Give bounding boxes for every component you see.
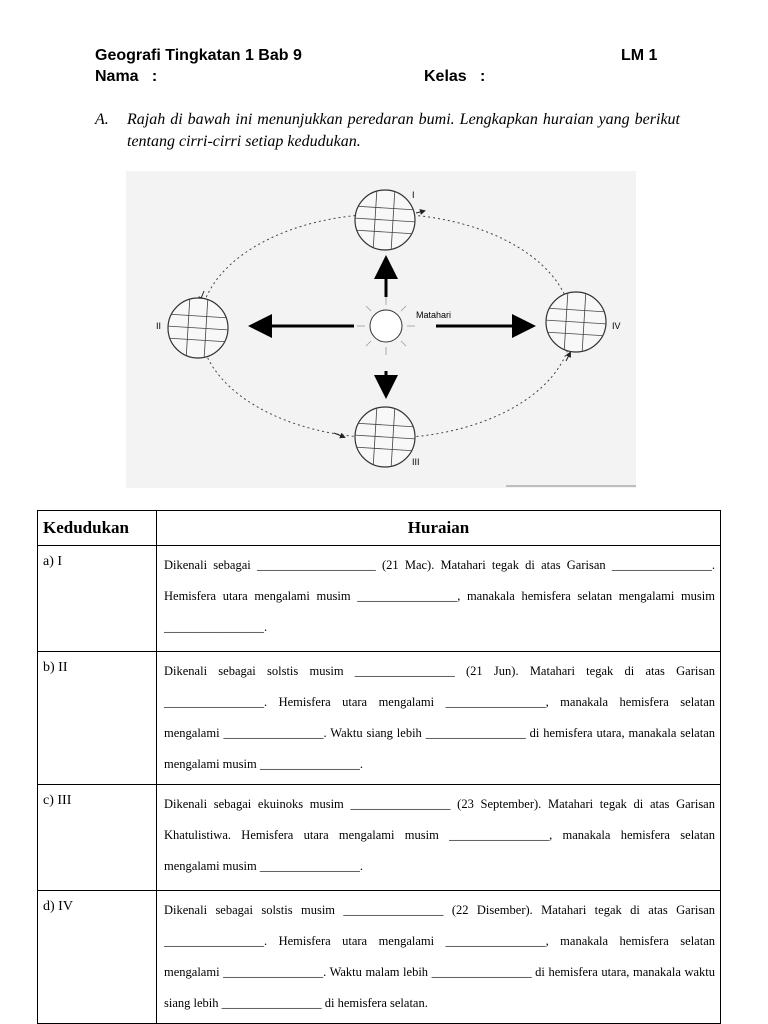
question-label: A. — [95, 111, 109, 128]
question-a — [95, 109, 680, 153]
position-label-iii: III — [412, 457, 420, 467]
earth-icon — [353, 405, 417, 469]
earth-icon — [353, 188, 417, 252]
orbit-svg — [126, 171, 636, 488]
table-row — [38, 785, 721, 891]
row-position: b) II — [38, 652, 157, 785]
table-row — [38, 546, 721, 652]
column-header-position: Kedudukan — [38, 511, 157, 546]
question-text: Rajah di bawah ini menunjukkan peredaran bumi. Lengkapkan huraian yang berikut tentang cirri-cirri setiap kedudukan. — [127, 111, 680, 150]
row-description: Dikenali sebagai solstis musim ________________ (21 Jun). Matahari tegak di atas Garisan ________________. Hemisfera utara mengalami ________________, manakala hemisfera selatan mengalami ________________. Waktu siang lebih ________________ di hemisfera utara, manakala selatan mengalami musim ________________. — [157, 652, 721, 785]
position-label-i: I — [412, 190, 415, 200]
sun-icon — [357, 297, 415, 355]
table-header-row — [38, 511, 721, 546]
row-position: d) IV — [38, 891, 157, 1024]
row-description: Dikenali sebagai ekuinoks musim ________________ (23 September). Matahari tegak di atas Garisan Khatulistiwa. Hemisfera utara mengalami musim ________________, manakala hemisfera selatan mengalami musim ________________. — [157, 785, 721, 891]
earth-revolution-diagram — [126, 171, 636, 488]
class-label: Kelas : — [424, 68, 486, 85]
row-position: c) III — [38, 785, 157, 891]
row-description: Dikenali sebagai ___________________ (21 Mac). Matahari tegak di atas Garisan ________________. Hemisfera utara mengalami musim ________________, manakala hemisfera selatan mengalami musim ________________. — [157, 546, 721, 652]
name-label: Nama : — [95, 68, 158, 85]
worksheet-code: LM 1 — [621, 47, 658, 64]
worksheet-subject: Geografi Tingkatan 1 Bab 9 — [95, 47, 302, 64]
sun-label: Matahari — [416, 310, 452, 320]
row-description: Dikenali sebagai solstis musim ________________ (22 Disember). Matahari tegak di atas Garisan ________________. Hemisfera utara mengalami ________________, manakala hemisfera selatan mengalami ________________. Waktu malam lebih ________________ di hemisfera utara, manakala waktu siang lebih ________________ di hemisfera selatan. — [157, 891, 721, 1024]
table-row — [38, 891, 721, 1024]
orbit-arrow-icon — [566, 353, 570, 361]
position-label-iv: IV — [612, 321, 621, 331]
column-header-description: Huraian — [157, 511, 721, 546]
answer-table — [37, 510, 721, 1024]
position-label-ii: II — [156, 321, 162, 331]
row-position: a) I — [38, 546, 157, 652]
earth-icon — [544, 290, 608, 354]
orbit-arrow-icon — [416, 211, 424, 213]
table-row — [38, 652, 721, 785]
earth-icon — [166, 296, 230, 360]
